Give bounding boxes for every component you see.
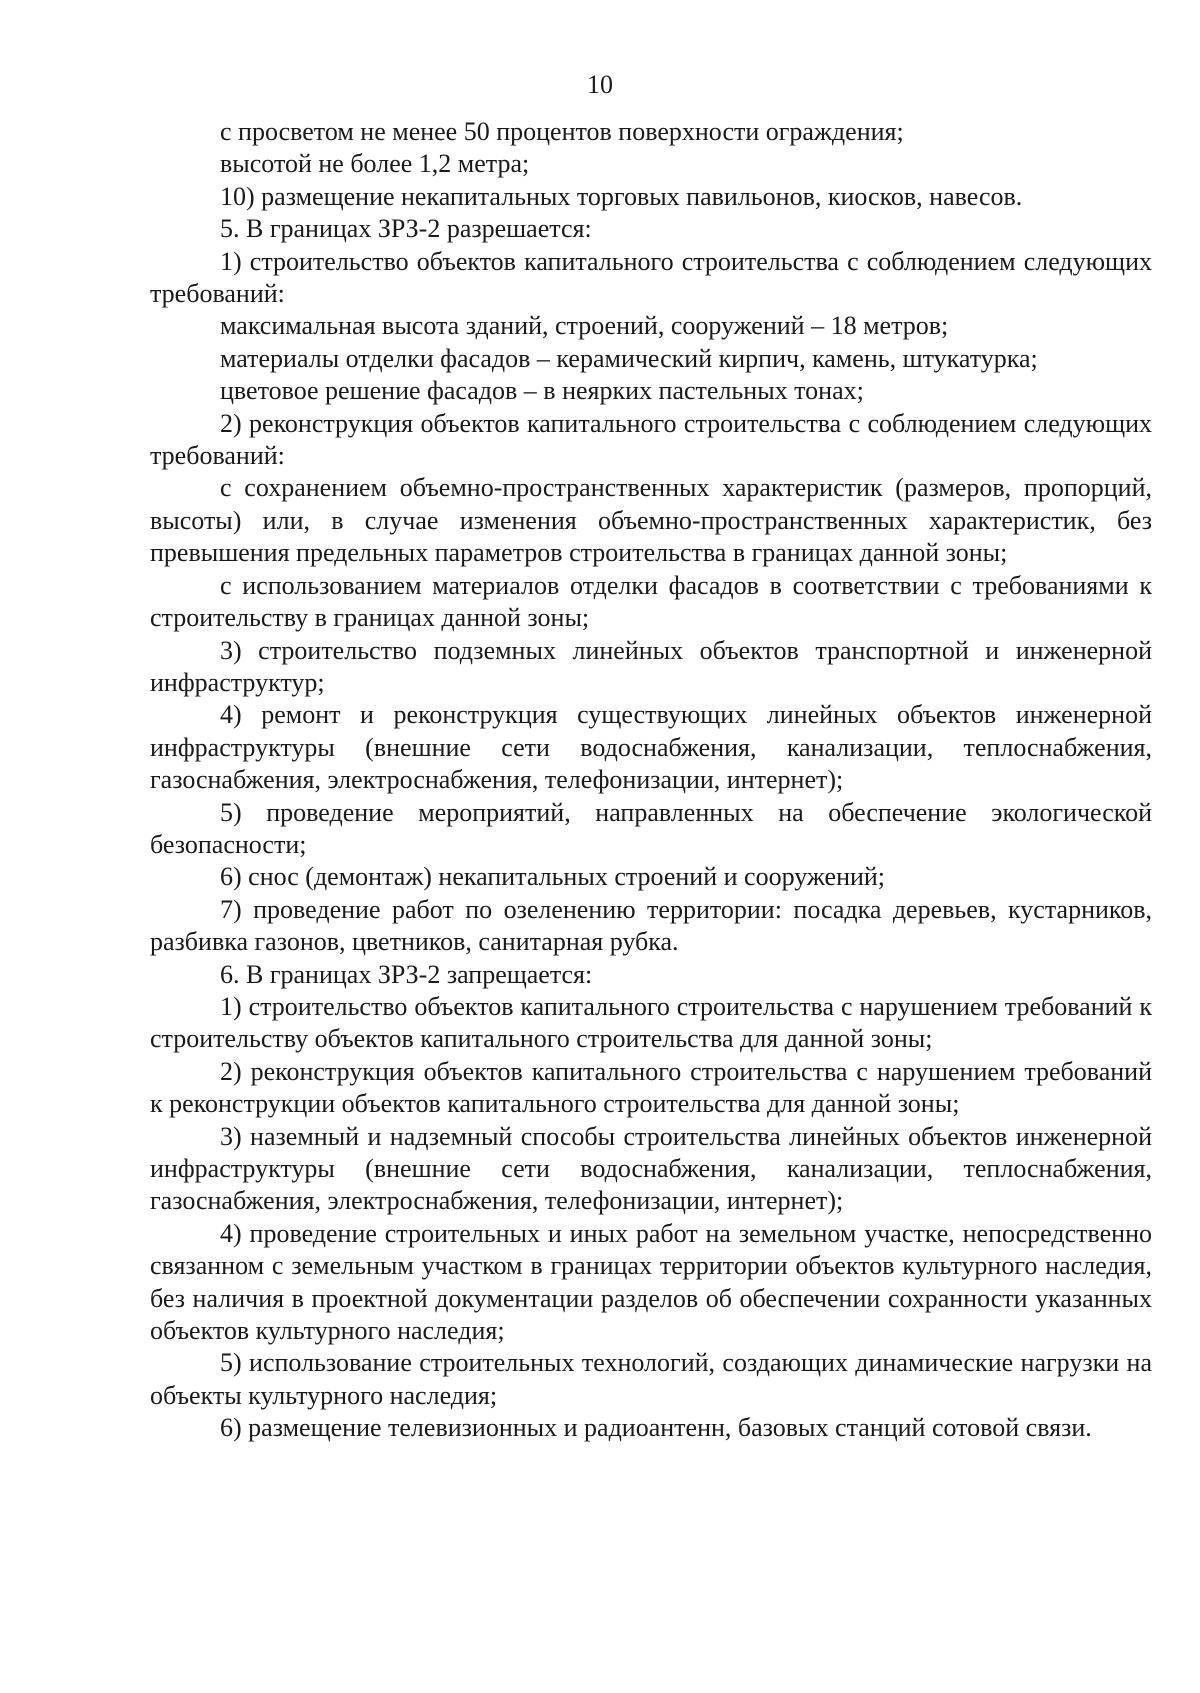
paragraph: 4) проведение строительных и иных работ на земельном участке, непосредственно связанном с земельным участком в границах территории объектов культурного наследия, без наличия в проектной документации разделов об обеспечении сохранности указанных объектов культурного наследия; <box>150 1218 1152 1346</box>
paragraph: с просветом не менее 50 процентов поверхности ограждения; <box>220 117 904 146</box>
paragraph: с использованием материалов отделки фасадов в соответствии с требованиями к строительству в границах данной зоны; <box>150 570 1152 633</box>
paragraph: 2) реконструкция объектов капитального строительства с соблюдением следующих требований: <box>150 408 1152 471</box>
paragraph: высотой не более 1,2 метра; <box>220 149 530 179</box>
paragraph: 6) размещение телевизионных и радиоантенн, базовых станций сотовой связи. <box>220 1413 1092 1443</box>
paragraph: 7) проведение работ по озеленению территории: посадка деревьев, кустарников, разбивка газонов, цветников, санитарная рубка. <box>150 894 1152 957</box>
paragraph: 10) размещение некапитальных торговых павильонов, киосков, навесов. <box>220 181 1023 211</box>
paragraph: материалы отделки фасадов – керамический кирпич, камень, штукатурка; <box>220 343 1038 373</box>
section-heading: 6. В границах ЗРЗ-2 запрещается: <box>220 959 593 989</box>
section-heading: 5. В границах ЗРЗ-2 разрешается: <box>220 214 592 244</box>
paragraph: 6) снос (демонтаж) некапитальных строений и сооружений; <box>220 862 886 892</box>
document-body <box>150 116 1152 1445</box>
paragraph: 1) строительство объектов капитального строительства с нарушением требований к строительству объектов капитального строительства для данной зоны; <box>150 991 1152 1054</box>
paragraph: с сохранением объемно-пространственных характеристик (размеров, пропорций, высоты) или, в случае изменения объемно-пространственных характеристик, без превышения предельных параметров строительства в границах данной зоны; <box>150 473 1152 568</box>
paragraph: 3) наземный и надземный способы строительства линейных объектов инженерной инфраструктуры (внешние сети водоснабжения, канализации, теплоснабжения, газоснабжения, электроснабжения, телефонизации, интернет); <box>150 1121 1152 1216</box>
paragraph: максимальная высота зданий, строений, сооружений – 18 метров; <box>220 311 949 341</box>
paragraph: цветовое решение фасадов – в неярких пастельных тонах; <box>220 376 864 406</box>
paragraph: 5) проведение мероприятий, направленных на обеспечение экологической безопасности; <box>150 797 1152 859</box>
paragraph: 2) реконструкция объектов капитального строительства с нарушением требований к реконструкции объектов капитального строительства для данной зоны; <box>150 1056 1152 1119</box>
paragraph: 4) ремонт и реконструкция существующих линейных объектов инженерной инфраструктуры (внешние сети водоснабжения, канализации, теплоснабжения, газоснабжения, электроснабжения, телефонизации, интернет); <box>150 700 1152 795</box>
paragraph: 3) строительство подземных линейных объектов транспортной и инженерной инфраструктур; <box>150 635 1152 697</box>
paragraph: 1) строительство объектов капитального строительства с соблюдением следующих требований: <box>150 246 1152 309</box>
page-number: 10 <box>587 70 613 99</box>
paragraph: 5) использование строительных технологий, создающих динамические нагрузки на объекты культурного наследия; <box>150 1348 1152 1410</box>
